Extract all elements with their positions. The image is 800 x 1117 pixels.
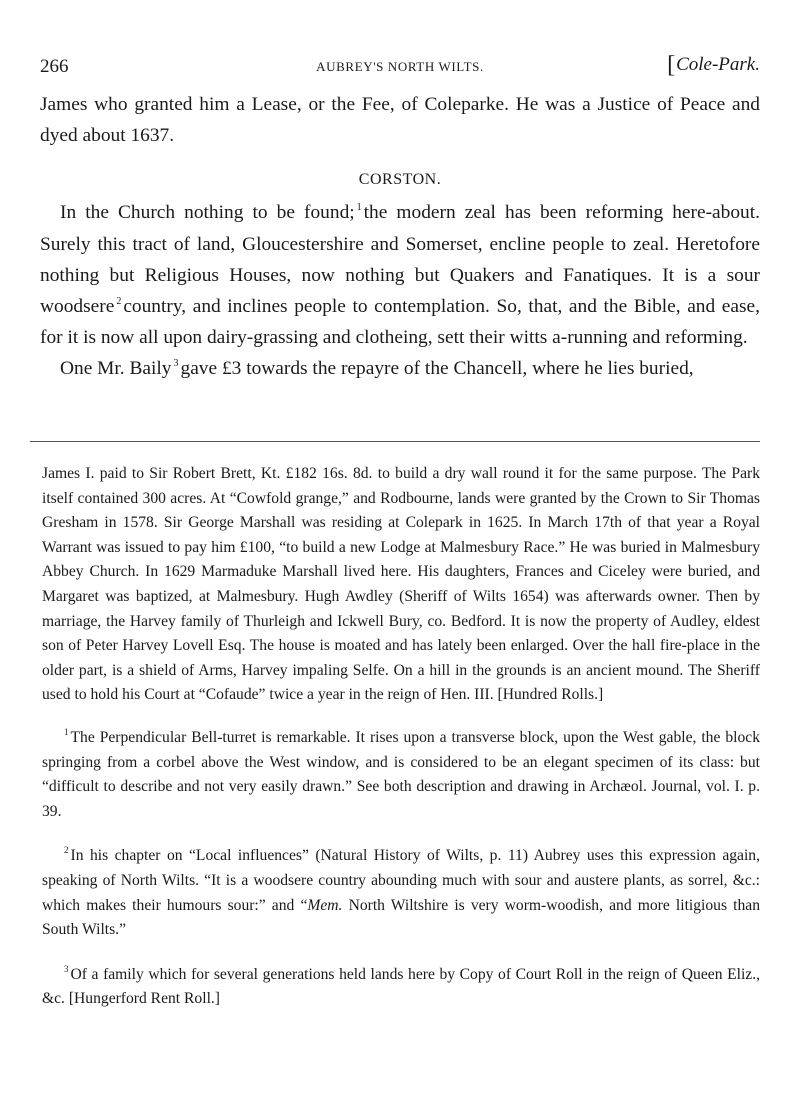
footnote-divider [30,441,760,442]
running-head [40,50,760,80]
baily-paragraph: One Mr. Baily $^3$ gave £3 towards the repayre of the Chancell, where he lies buried, [60,358,694,380]
main-text [40,89,760,385]
corston-paragraph: In the Church nothing to be found; $^1$ the modern zeal has been reforming here-about. Surely this tract of land, Gloucestershire and Somerset, encline people to zeal. Heretofore nothing but Religious Houses, now nothing but Quakers and Fanatiques. It is a sour woodsere $^2$ country, and inclines people to contemplation. So, that, and the Bible, and ease, for it is now all upon dairy-grassing and clotheing, sett their witts a-running and reforming. [40,202,760,349]
section-heading: CORSTON. [358,171,442,189]
footnote-ref-3[interactable]: 3 [173,358,179,370]
running-title: AUBREY'S NORTH WILTS. [316,59,484,74]
page-number: 266 [40,56,69,77]
section-tag-text: Cole-Park. [676,54,760,75]
footnote-mark: 3 [64,963,69,974]
footnotes [42,462,760,1012]
section-tag [667,52,760,79]
continuation-paragraph: James who granted him a Lease, or the Fee, of Coleparke. He was a Justice of Peace and dyed about 1637. [40,94,760,147]
footnote-ref-2[interactable]: 2 [116,296,122,308]
footnote-3: $^3$ Of a family which for several generations held lands here by Copy of Court Roll in the reign of Queen Eliz., &c. [Hungerford Rent Roll.] [42,963,760,1008]
continued-note: James I. paid to Sir Robert Brett, Kt. £182 16s. 8d. to build a dry wall round it for the same purpose. The Park itself contained 300 acres. At “Cowfold grange,” and Rodbourne, lands were granted by the Crown to Sir Thomas Gresham in 1578. Sir George Marshall was residing at Colepark in 1625. In March 17th of that year a Royal Warrant was issued to pay him £100, “to build a new Lodge at Malmesbury Race.” He was buried in Malmesbury Abbey Church. In 1629 Marmaduke Marshall lived here. His daughters, Frances and Ciceley were buried, and Margaret was baptized, at Malmesbury. Hugh Awdley (Sheriff of Wilts 1654) was afterwards owner. Then by marriage, the Harvey family of Thurleigh and Ickwell Bury, co. Bedford. It is now the property of Audley, eldest son of Peter Harvey Lovell Esq. The house is moated and has lately been enlarged. Over the hall fire-place in the older part, is a shield of Arms, Harvey impaling Selfe. On a hill in the grounds is an ancient mound. The Sheriff used to hold his Court at “Cofaude” twice a year in the reign of Hen. III. [Hundred Rolls.] [42,465,760,704]
footnote-mark: 2 [64,845,69,856]
section-bracket: [ [667,52,676,78]
footnote-mark: 1 [64,726,69,737]
footnote-2: $^2$ In his chapter on “Local influences” (Natural History of Wilts, p. 11) Aubrey uses this expression again, speaking of North Wilts. “It is a woodsere country abounding much with sour and austere plants, as sorrel, &c.: which makes their humours sour:” and “Mem. North Wiltshire is very worm-woodish, and more litigious than South Wilts.” [42,845,760,939]
footnote-1: $^1$ The Perpendicular Bell-turret is remarkable. It rises upon a transverse block, upon the West gable, the block springing from a corbel above the West window, and is considered to be an elegant specimen of its class: but “difficult to describe and not very easily drawn.” See both description and drawing in Archæol. Journal, vol. I. p. 39. [42,726,760,820]
footnote-ref-1[interactable]: 1 [356,202,362,214]
